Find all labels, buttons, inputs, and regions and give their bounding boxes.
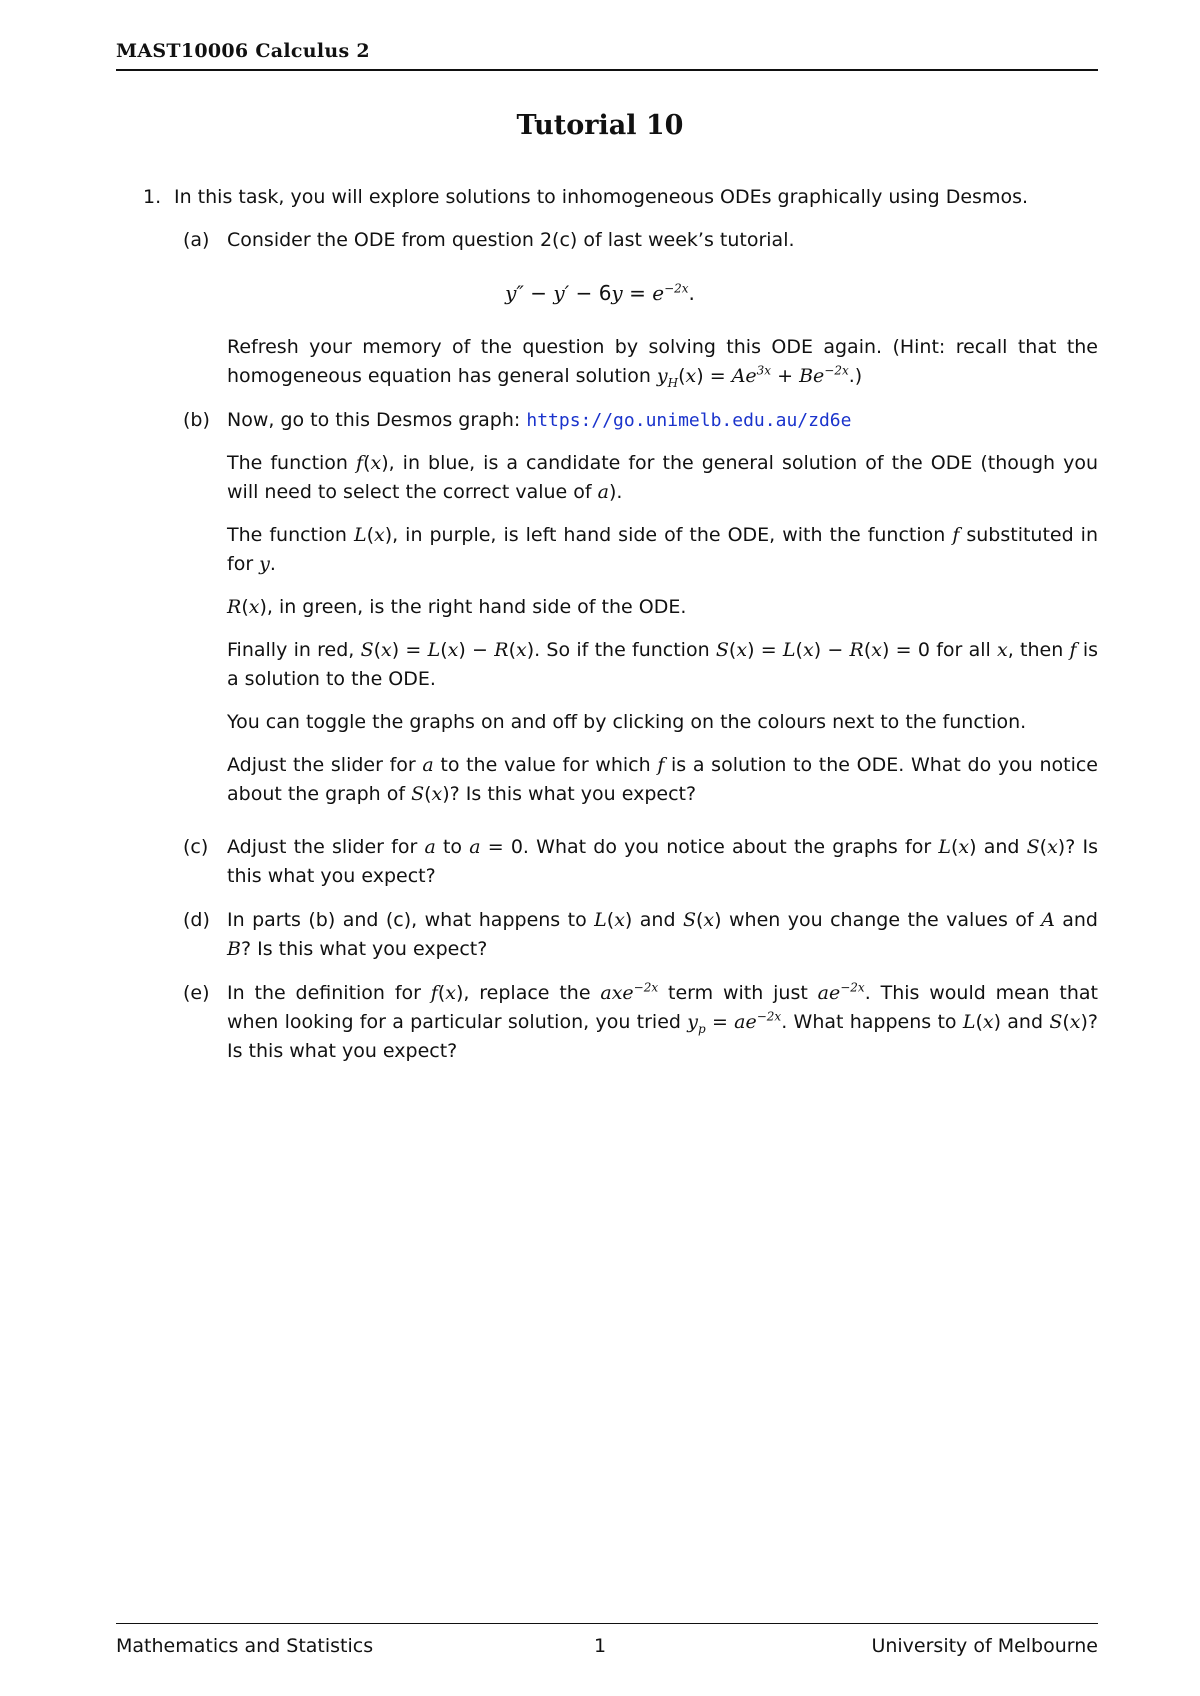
part-b-function-f: The function f(x), in blue, is a candidate for the general solution of the ODE (though you will need to select the correct value of a). [227,452,1098,503]
part-e-text: In the definition for f(x), replace the axe$^{-2x}$ term with just $ae^{-2x}$. This would mean that when looking for a particular solution, you tried $y_p = ae^{-2x}$. What happens to L(x) and S(x)? Is this what you expect? [227,980,1098,1062]
part-b-label: (b) [183,409,210,431]
homogeneous-solution: $y_H$ [656,365,679,390]
footer-university: University of Melbourne [871,1635,1098,1657]
part-d-text: In parts (b) and (c), what happens to L(x) and S(x) when you change the values of A and B? Is this what you expect? [227,909,1098,960]
desmos-link[interactable]: https://go.unimelb.edu.au/zd6e [526,410,852,431]
part-c-label: (c) [183,836,209,858]
part-b-function-r: R(x), in green, is the right hand side of the ODE. [227,596,687,618]
part-e-label: (e) [183,982,210,1004]
course-header: MAST10006 Calculus 2 [116,40,370,62]
footer-rule [116,1623,1098,1624]
page-number: 1 [593,1635,607,1657]
question-number: 1. [143,186,162,208]
footer-department: Mathematics and Statistics [116,1635,374,1657]
part-c-text: Adjust the slider for a to a = 0. What do you notice about the graphs for L(x) and S(x)? Is this what you expect? [227,836,1098,887]
question-intro: In this task, you will explore solutions to inhomogeneous ODEs graphically using Desmos. [174,186,1029,208]
part-b-goto: Now, go to this Desmos graph: [227,409,521,431]
part-a-intro: Consider the ODE from question 2(c) of last week’s tutorial. [227,229,795,251]
part-a-refresh: Refresh your memory of the question by solving this ODE again. (Hint: recall that the homogeneous equation has general solution [227,336,1098,387]
part-b-function-s: Finally in red, S(x) = L(x) − R(x). So if the function S(x) = L(x) − R(x) = 0 for all x, then f is a solution to the ODE. [227,639,1099,690]
part-b-function-l: The function L(x), in purple, is left hand side of the ODE, with the function f substituted in for y. [227,524,1098,575]
part-b-toggle: You can toggle the graphs on and off by clicking on the colours next to the function. [227,711,1027,733]
part-b-slider: Adjust the slider for a to the value for which f is a solution to the ODE. What do you notice about the graph of S(x)? Is this what you expect? [227,754,1098,805]
header-rule [116,69,1098,71]
document-page: MAST10006 Calculus 2 Tutorial 10 1. In this task, you will explore solutions to inhomogeneous ODEs graphically using Desmos. (a) Consider the ODE from question 2(c) of last week’s tutorial. $y'' - y' - 6y = e^{-2x}$. Refresh your memory of the question by solving this ODE again. (Hint: recall that the homogeneous equation has general solution $y_H(x) = Ae^{3x} + Be^{-2x}$.) (b) Now, go to this Desmos graph: https://go.unimelb.edu.au/zd6e The function f(x), in blue, is a candidate for the general solution of the ODE (though you will need to select the correct value of a). The function L(x), in purple, is left hand side of the ODE, with the function f substituted in for y. R(x), in green, is the right hand side of the ODE. Finally in red, S(x) = L(x) − R(x). So if the function S(x) = L(x) − R(x) = 0 for all x, then f is a solution to the ODE. You can toggle the graphs on and off by clicking on the colours next to the function. Adjust the slider for a to the value for which f is a solution to the ODE. What do you notice about the graph of S(x)? Is this what you expect? (c) Adjust the slider for a to a = 0. What do you notice about the graphs for L(x) and S(x)? Is this what you expect? (d) In parts (b) and (c), what happens to L(x) and S(x) when you change the values of A and B? Is this what you expect? (e) In the definition for f(x), replace the axe$^{-2x}$ term with just $ae^{-2x}$. This would mean that when looking for a particular solution, you tried $y_p = ae^{-2x}$. What happens to L(x) and S(x)? Is this what you expect? Mathematics and Statistics 1 University of Melbourne [0,0,1200,1696]
page-title: Tutorial 10 [516,110,684,141]
part-d-label: (d) [183,909,210,931]
part-a-label: (a) [183,229,210,251]
ode-equation: $y'' - y' - 6y = e^{-2x}$. [505,281,695,305]
